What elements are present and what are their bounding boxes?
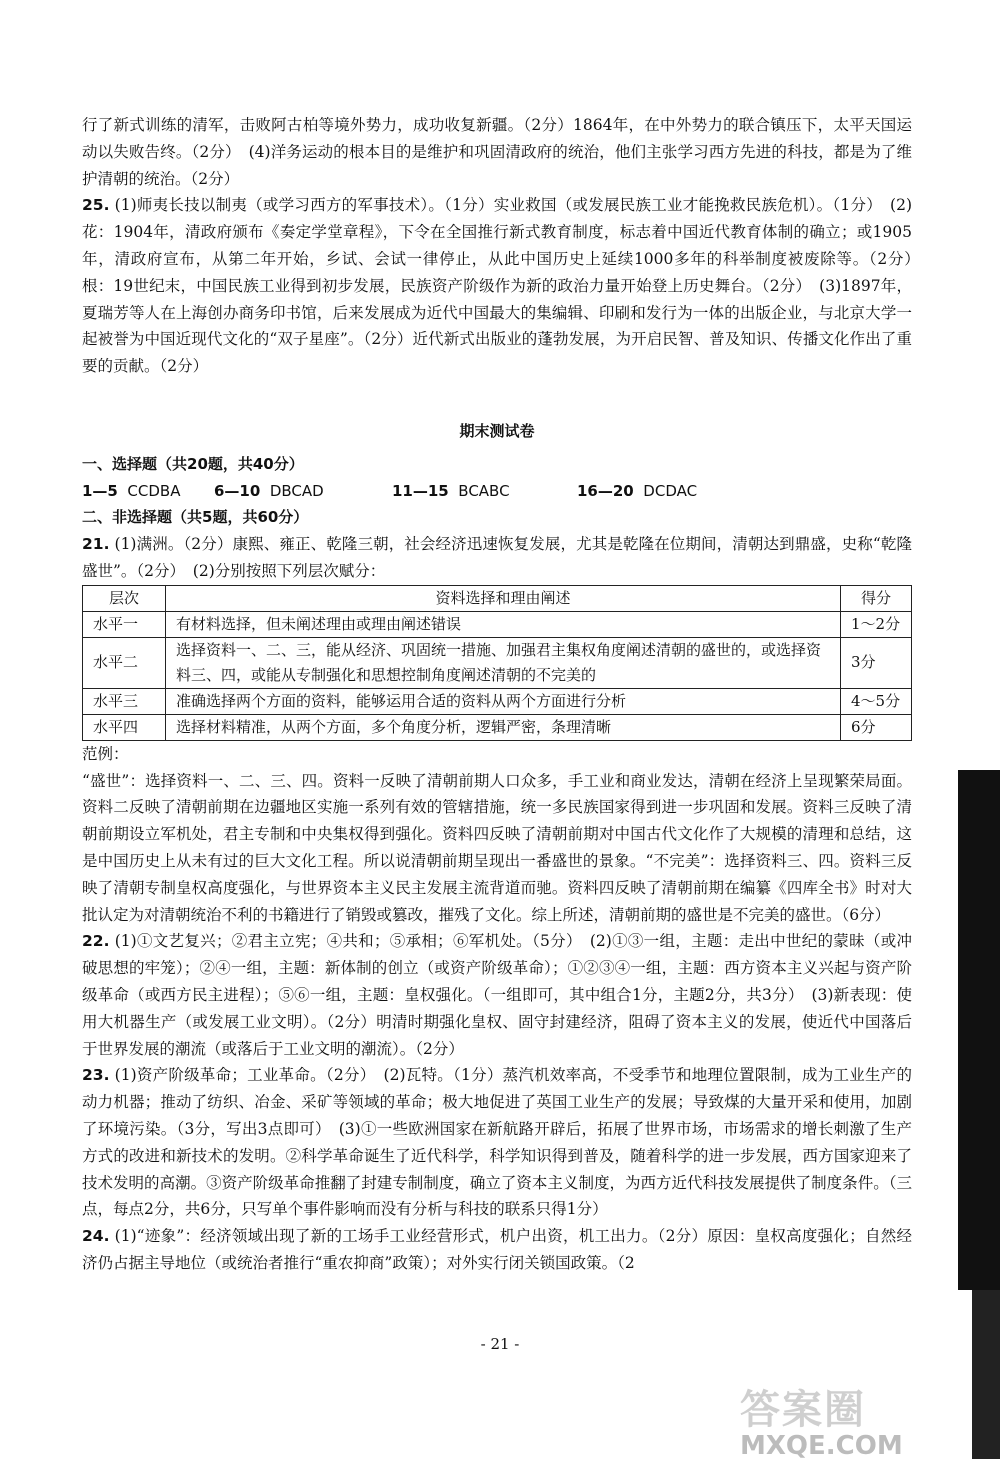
table-cell-score: 6分 bbox=[841, 714, 912, 740]
table-row bbox=[83, 714, 912, 740]
table-cell-score: 4～5分 bbox=[841, 688, 912, 714]
question-text: (1)师夷长技以制夷（或学习西方的军事技术）。（1分）实业救国（或发展民族工业才能挽救民族危机）。（1分） (2)花：1904年，清政府颁布《奏定学堂章程》，下令在全国推行新式教育制度，标志着中国近代教育体制的确立；或1905年，清政府宣布，从第二年开始，乡试、会试一律停止，从此中国历史上延续1000多年的科举制度被废除等。（2分） 根：19世纪末，中国民族工业得到初步发展，民族资产阶级作为新的政治力量开始登上历史舞台。（2分） (3)1897年，夏瑞芳等人在上海创办商务印书馆，后来发展成为近代中国最大的集编辑、印刷和发行为一体的出版企业，与北京大学一起被誉为中国近现代文化的“双子星座”。（2分）近代新式出版业的蓬勃发展，为开启民智、普及知识、传播文化作出了重要的贡献。（2分） bbox=[82, 196, 928, 376]
question-number: 23. bbox=[82, 1066, 110, 1085]
table-header: 层次 bbox=[83, 585, 166, 611]
question-25 bbox=[82, 192, 928, 380]
answer-range: 16—20 bbox=[577, 481, 634, 500]
answer-group bbox=[392, 478, 577, 505]
watermark-url: MXQE.COM bbox=[740, 1431, 903, 1461]
table-header: 资料选择和理由阐述 bbox=[166, 585, 841, 611]
question-24 bbox=[82, 1223, 912, 1277]
question-22 bbox=[82, 928, 912, 1062]
scan-edge-shadow bbox=[958, 770, 1000, 1290]
table-cell-desc: 准确选择两个方面的资料，能够运用合适的资料从两个方面进行分析 bbox=[166, 688, 841, 714]
table-cell-desc: 有材料选择，但未阐述理由或理由阐述错误 bbox=[166, 611, 841, 637]
table-row bbox=[83, 611, 912, 637]
answer-group bbox=[577, 478, 697, 505]
example-label: 范例： bbox=[82, 744, 129, 763]
watermark-text: 答案圈 bbox=[740, 1387, 866, 1433]
table-cell-level: 水平三 bbox=[83, 688, 166, 714]
exam-title: 期末测试卷 bbox=[459, 421, 535, 440]
table-header: 得分 bbox=[841, 585, 912, 611]
table-cell-score: 1～2分 bbox=[841, 611, 912, 637]
answer-letters: DCDAC bbox=[643, 481, 698, 500]
watermark-logo bbox=[740, 1378, 960, 1461]
scoring-table bbox=[82, 585, 912, 741]
question-number: 22. bbox=[82, 932, 110, 951]
question-text: (1)①文艺复兴；②君主立宪；④共和；⑤承相；⑥军机处。（5分） (2)①③一组，主题：走出中世纪的蒙昧（或冲破思想的牢笼）；②④一组，主题：新体制的创立（或资产阶级革命）；①②③④一组，主题：西方资本主义兴起与资产阶级革命（或西方民主进程）；⑤⑥一组，主题：皇权强化。（一组即可，其中组合1分，主题2分，共3分） (3)新表现：使用大机器生产（或发展工业文明）。（2分）明清时期强化皇权、固守封建经济，阻碍了资本主义的发展，使近代中国落后于世界发展的潮流（或落后于工业文明的潮流）。（2分） bbox=[82, 932, 912, 1058]
section-2-heading: 二、非选择题（共5题，共60分） bbox=[82, 508, 309, 527]
question-text: (1)资产阶级革命；工业革命。（2分） (2)瓦特。（1分）蒸汽机效率高，不受季节和地理位置限制，成为工业生产的动力机器；推动了纺织、冶金、采矿等领域的革命；极大地促进了英国工业生产的发展；导致煤的大量开采和使用，加剧了环境污染。（3分，写出3点即可） (3)①一些欧洲国家在新航路开辟后，拓展了世界市场，市场需求的增长刺激了生产方式的改进和新技术的发明。②科学革命诞生了近代科学，科学知识得到普及，随着科学的进一步发展，西方国家迎来了技术发明的高潮。③资产阶级革命推翻了封建专制制度，确立了资本主义制度，为西方近代科技发展提供了制度条件。（三点，每点2分，共6分，只写单个事件影响而没有分析与科技的联系只得1分） bbox=[82, 1066, 912, 1219]
question-number: 21. bbox=[82, 535, 110, 554]
table-cell-desc: 选择资料一、二、三，能从经济、巩固统一措施、加强君主集权角度阐述清朝的盛世的，或选择资料三、四，或能从专制强化和思想控制角度阐述清朝的不完美的 bbox=[166, 637, 841, 688]
answer-range: 11—15 bbox=[392, 481, 449, 500]
page-number: - 21 - bbox=[480, 1335, 520, 1353]
table-cell-level: 水平四 bbox=[83, 714, 166, 740]
question-number: 24. bbox=[82, 1227, 110, 1246]
table-cell-level: 水平一 bbox=[83, 611, 166, 637]
answer-group bbox=[82, 478, 214, 505]
table-row bbox=[83, 688, 912, 714]
question-21 bbox=[82, 531, 912, 585]
answer-letters: DBCAD bbox=[269, 481, 324, 500]
table-row bbox=[83, 637, 912, 688]
question-number: 25. bbox=[82, 196, 110, 215]
table-cell-level: 水平二 bbox=[83, 637, 166, 688]
answer-letters: BCABC bbox=[458, 481, 510, 500]
answer-group bbox=[214, 478, 392, 505]
answer-range: 1—5 bbox=[82, 481, 118, 500]
table-header-row bbox=[83, 585, 912, 611]
table-cell-score: 3分 bbox=[841, 637, 912, 688]
answer-range: 6—10 bbox=[214, 481, 261, 500]
question-text: (1)满洲。（2分）康熙、雍正、乾隆三朝，社会经济迅速恢复发展，尤其是乾隆在位期间，清朝达到鼎盛，史称“乾隆盛世”。（2分） (2)分别按照下列层次赋分： bbox=[82, 535, 912, 580]
question-23 bbox=[82, 1062, 912, 1223]
answer-key-row bbox=[82, 478, 912, 505]
section-1-heading: 一、选择题（共20题，共40分） bbox=[82, 454, 304, 473]
question-text: (1)“迹象”：经济领域出现了新的工场手工业经营形式，机户出资，机工出力。（2分）原因：皇权高度强化；自然经济仍占据主导地位（或统治者推行“重农抑商”政策）；对外实行闭关锁国政策。（2 bbox=[82, 1227, 912, 1272]
example-text: “盛世”：选择资料一、二、三、四。资料一反映了清朝前期人口众多，手工业和商业发达，清朝在经济上呈现繁荣局面。资料二反映了清朝前期在边疆地区实施一系列有效的管辖措施，统一多民族国家得到进一步巩固和发展。资料三反映了清朝前期设立军机处，君主专制和中央集权得到强化。资料四反映了清朝前期对中国古代文化作了大规模的清理和总结，这是中国历史上从未有过的巨大文化工程。所以说清朝前期呈现出一番盛世的景象。“不完美”：选择资料三、四。资料三反映了清朝专制皇权高度强化，与世界资本主义民主发展主流背道而驰。资料四反映了清朝前期在编纂《四库全书》时对大批认定为对清朝统治不利的书籍进行了销毁或篡改，摧残了文化。综上所述，清朝前期的盛世是不完美的盛世。（6分） bbox=[82, 771, 912, 924]
answer-letters: CCDBA bbox=[127, 481, 181, 500]
scan-edge-shadow bbox=[972, 1290, 1000, 1459]
table-cell-desc: 选择材料精准，从两个方面，多个角度分析，逻辑严密，条理清晰 bbox=[166, 714, 841, 740]
paragraph-continuation: 行了新式训练的清军，击败阿古柏等境外势力，成功收复新疆。（2分）1864年，在中外势力的联合镇压下，太平天国运动以失败告终。（2分） (4)洋务运动的根本目的是维护和巩固清政府的统治，他们主张学习西方先进的科技，都是为了维护清朝的统治。（2分） bbox=[82, 116, 912, 188]
page-content bbox=[82, 112, 928, 1277]
